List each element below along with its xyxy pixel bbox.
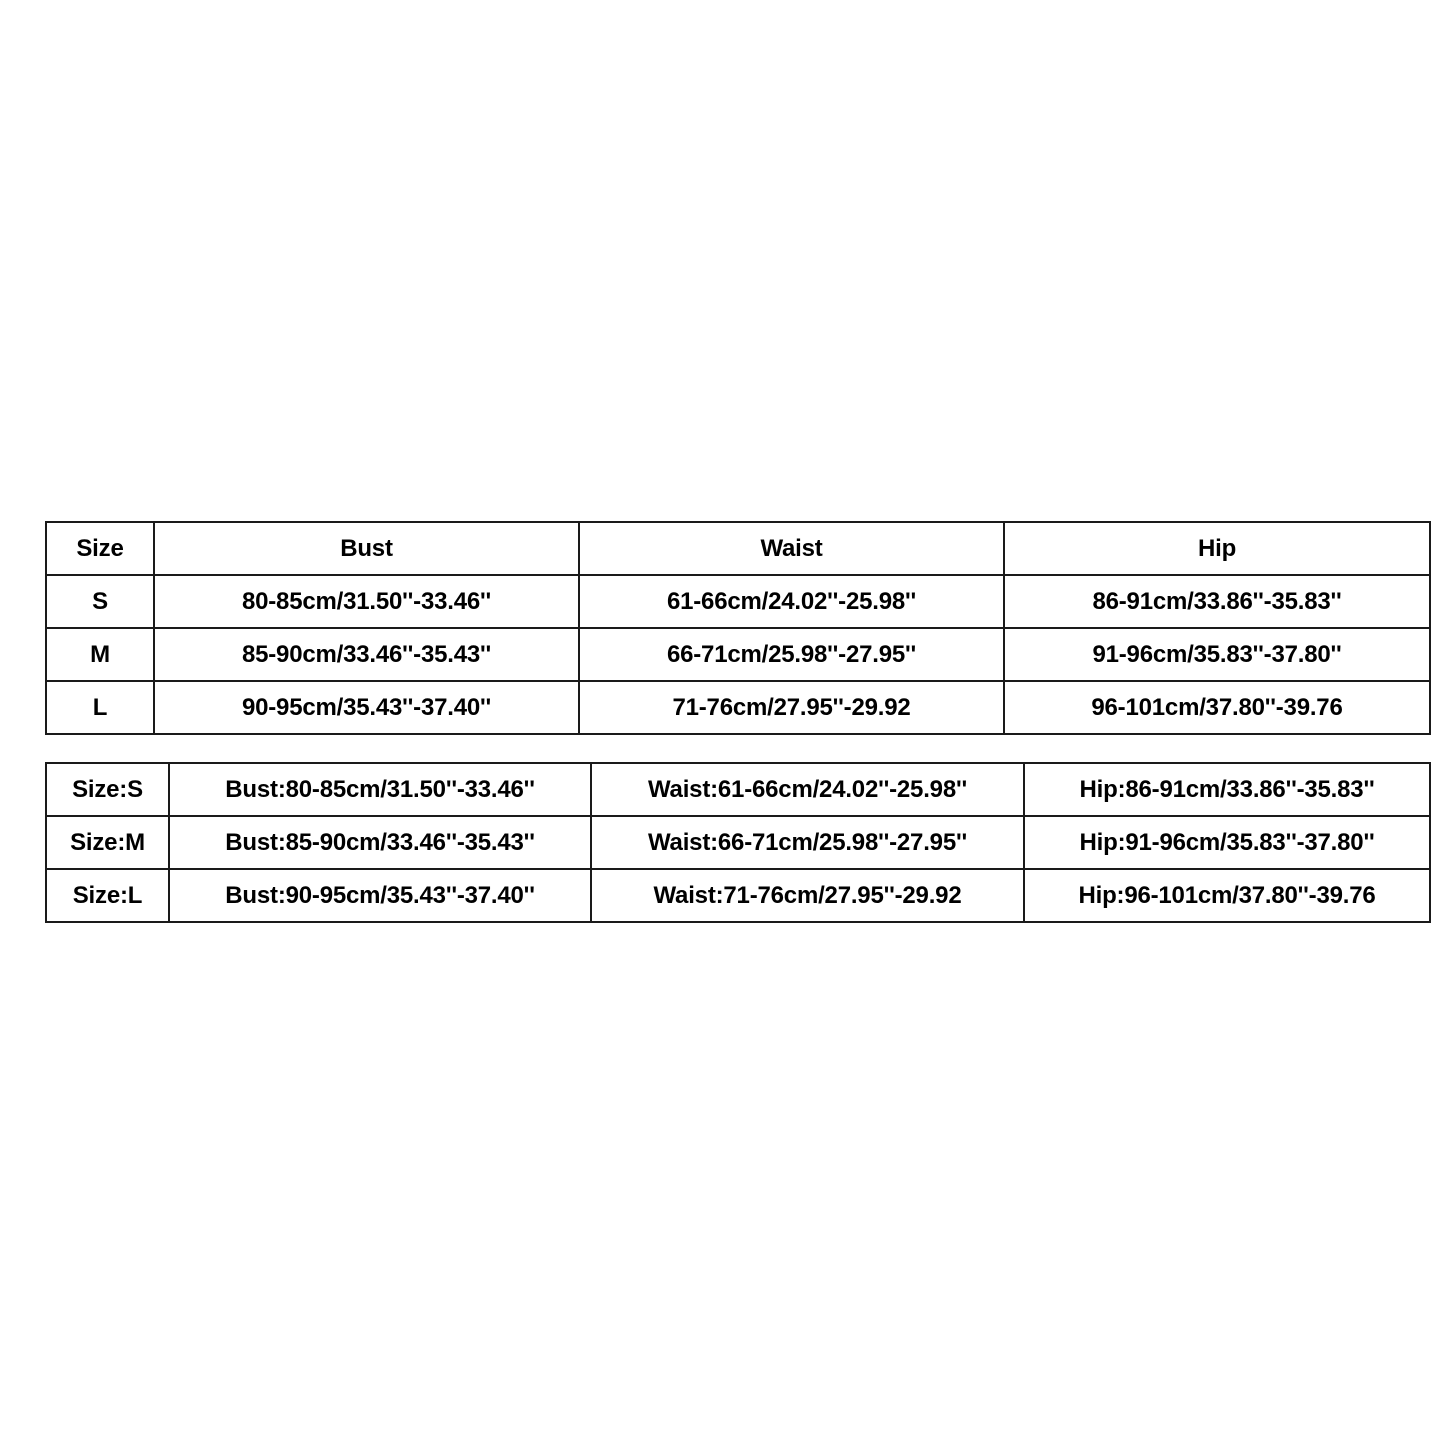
table-row — [46, 575, 1430, 628]
header-size: Size — [46, 522, 154, 575]
size-cell: L — [46, 681, 154, 734]
table-row — [46, 681, 1430, 734]
bust-cell: Bust:85-90cm/33.46''-35.43'' — [169, 816, 591, 869]
hip-cell: Hip:86-91cm/33.86''-35.83'' — [1024, 763, 1430, 816]
size-chart-table — [45, 521, 1431, 735]
table-row — [46, 763, 1430, 816]
bust-cell: Bust:80-85cm/31.50''-33.46'' — [169, 763, 591, 816]
waist-cell: Waist:61-66cm/24.02''-25.98'' — [591, 763, 1024, 816]
hip-cell: Hip:96-101cm/37.80''-39.76 — [1024, 869, 1430, 922]
header-bust: Bust — [154, 522, 579, 575]
hip-cell: Hip:91-96cm/35.83''-37.80'' — [1024, 816, 1430, 869]
table-header-row — [46, 522, 1430, 575]
waist-cell: 61-66cm/24.02''-25.98'' — [579, 575, 1004, 628]
waist-cell: 66-71cm/25.98''-27.95'' — [579, 628, 1004, 681]
size-detail-table — [45, 762, 1431, 923]
hip-cell: 86-91cm/33.86''-35.83'' — [1004, 575, 1430, 628]
hip-cell: 96-101cm/37.80''-39.76 — [1004, 681, 1430, 734]
table-row — [46, 869, 1430, 922]
bust-cell: 85-90cm/33.46''-35.43'' — [154, 628, 579, 681]
size-cell: Size:S — [46, 763, 169, 816]
waist-cell: Waist:71-76cm/27.95''-29.92 — [591, 869, 1024, 922]
size-cell: Size:M — [46, 816, 169, 869]
waist-cell: Waist:66-71cm/25.98''-27.95'' — [591, 816, 1024, 869]
bust-cell: 90-95cm/35.43''-37.40'' — [154, 681, 579, 734]
bust-cell: 80-85cm/31.50''-33.46'' — [154, 575, 579, 628]
header-hip: Hip — [1004, 522, 1430, 575]
bust-cell: Bust:90-95cm/35.43''-37.40'' — [169, 869, 591, 922]
table-row — [46, 816, 1430, 869]
size-cell: Size:L — [46, 869, 169, 922]
size-cell: M — [46, 628, 154, 681]
header-waist: Waist — [579, 522, 1004, 575]
table-row — [46, 628, 1430, 681]
size-cell: S — [46, 575, 154, 628]
waist-cell: 71-76cm/27.95''-29.92 — [579, 681, 1004, 734]
hip-cell: 91-96cm/35.83''-37.80'' — [1004, 628, 1430, 681]
